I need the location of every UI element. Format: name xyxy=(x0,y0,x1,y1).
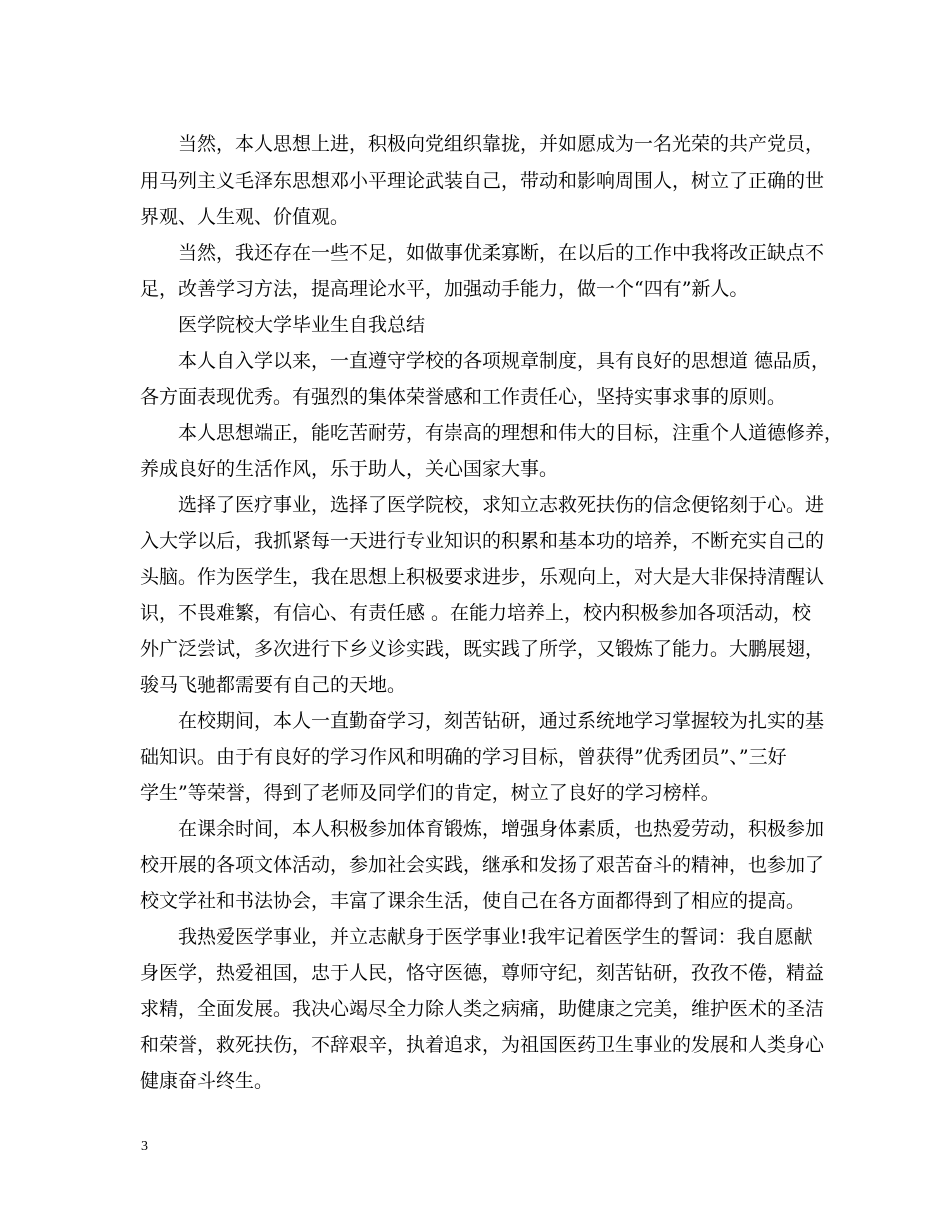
text-line: 骏马飞驰都需要有自己的天地。 xyxy=(140,674,407,696)
text-line: 身医学，热爱祖国，忠于人民，恪守医德，尊师守纪，刻苦钻研，孜孜不倦，精益 xyxy=(140,962,825,984)
page-number: 3 xyxy=(141,1139,148,1154)
text-line: 足，改善学习方法，提高理论水平，加强动手能力，做一个“四有”新人。 xyxy=(140,278,749,300)
text-line: 和荣誉，救死扶伤，不辞艰辛，执着追求，为祖国医药卫生事业的发展和人类身心 xyxy=(140,1034,825,1056)
text-line: 入大学以后，我抓紧每一天进行专业知识的积累和基本功的培养，不断充实自己的 xyxy=(140,530,825,552)
text-line: 健康奋斗终生。 xyxy=(140,1070,274,1092)
text-line: 头脑。作为医学生，我在思想上积极要求进步，乐观向上，对大是大非保持清醒认 xyxy=(140,566,825,588)
text-line: 在课余时间，本人积极参加体育锻炼，增强身体素质，也热爱劳动，积极参加 xyxy=(140,818,825,840)
text-line: 用马列主义毛泽东思想邓小平理论武装自己，带动和影响周围人，树立了正确的世 xyxy=(140,170,825,192)
text-line: 识，不畏难繁，有信心、有责任感 。在能力培养上，校内积极参加各项活动，校 xyxy=(140,602,812,624)
text-line: 校开展的各项文体活动，参加社会实践，继承和发扬了艰苦奋斗的精神，也参加了 xyxy=(140,854,825,876)
text-line: 学生”等荣誉，得到了老师及同学们的肯定，树立了良好的学习榜样。 xyxy=(140,782,720,804)
text-line: 我热爱医学事业，并立志献身于医学事业!我牢记着医学生的誓词：我自愿献 xyxy=(140,926,813,948)
text-line: 界观、人生观、价值观。 xyxy=(140,206,350,228)
text-line: 在校期间，本人一直勤奋学习，刻苦钻研，通过系统地学习掌握较为扎实的基 xyxy=(140,710,825,732)
text-line: 养成良好的生活作风，乐于助人，关心国家大事。 xyxy=(140,458,559,480)
text-line: 校文学社和书法协会，丰富了课余生活，使自己在各方面都得到了相应的提高。 xyxy=(140,890,806,912)
text-line: 本人思想端正，能吃苦耐劳，有崇高的理想和伟大的目标，注重个人道德修养， xyxy=(140,422,844,444)
text-line: 础知识。由于有良好的学习作风和明确的学习目标，曾获得”优秀团员”、”三好 xyxy=(140,746,787,768)
text-line: 当然，本人思想上进，积极向党组织靠拢，并如愿成为一名光荣的共产党员， xyxy=(140,133,825,155)
text-line: 本人自入学以来，一直遵守学校的各项规章制度，具有良好的思想道 德品质， xyxy=(140,350,831,372)
text-line: 当然，我还存在一些不足，如做事优柔寡断，在以后的工作中我将改正缺点不 xyxy=(140,242,825,264)
text-line: 求精，全面发展。我决心竭尽全力除人类之病痛，助健康之完美，维护医术的圣洁 xyxy=(140,998,825,1020)
text-line: 各方面表现优秀。有强烈的集体荣誉感和工作责任心，坚持实事求事的原则。 xyxy=(140,386,787,408)
text-line: 选择了医疗事业，选择了医学院校，求知立志救死扶伤的信念便铭刻于心。进 xyxy=(140,494,825,516)
section-title: 医学院校大学毕业生自我总结 xyxy=(140,314,426,336)
text-line: 外广泛尝试，多次进行下乡义诊实践，既实践了所学，又锻炼了能力。大鹏展翅， xyxy=(140,638,825,660)
